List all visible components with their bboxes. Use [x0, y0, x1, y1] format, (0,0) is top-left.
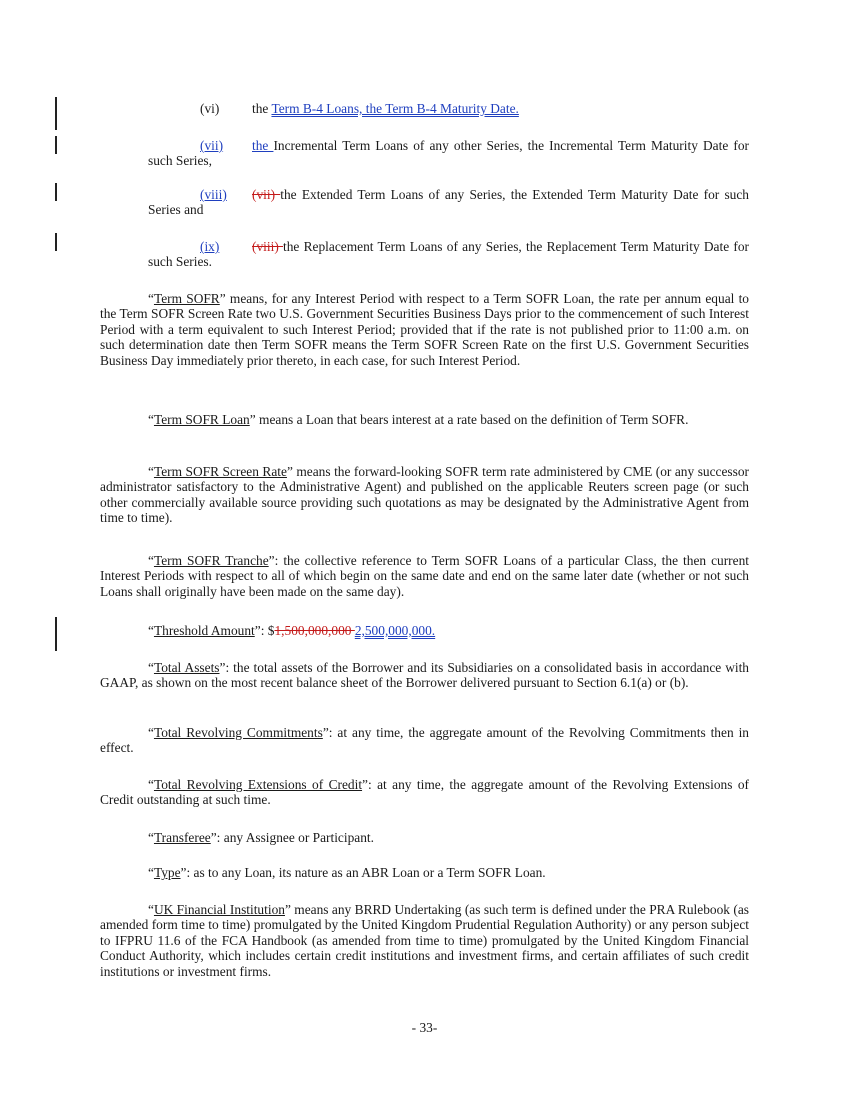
defined-term: Total Assets [153, 660, 220, 675]
definition-body: ” means any BRRD Undertaking (as such term is defined under the PRA Rulebook (as amended form time to time) promulgated by the United Kingdom Prudential Regulation Authority) or any person subject to IFPRU 11.6 of the FCA Handbook (as amended from time to time) promulgated by the United Kingdom Financial Conduct Authority, which includes certain credit institutions and investment firms, and certain affiliates of such credit institutions or investment firms. [100, 902, 749, 979]
definition-body: ” means the forward-looking SOFR term rate administered by CME (or any successor administrator satisfactory to the Administrative Agent) and published on the applicable Reuters screen page (or such other commercially available source providing such quotations as may be designated by the Administrative Agent from time to time). [100, 464, 750, 526]
item-text: the [252, 101, 272, 116]
definition-term-sofr-loan [100, 412, 749, 427]
open-quote: “ [148, 623, 154, 638]
defined-term: Term SOFR Tranche [153, 553, 269, 568]
open-quote: “ [148, 902, 154, 917]
change-bar [55, 233, 57, 251]
defined-term: Total Revolving Extensions of Credit [153, 777, 363, 792]
open-quote: “ [148, 660, 154, 675]
change-bar [55, 97, 57, 130]
defined-term: Transferee [153, 830, 211, 845]
definition-total-assets [100, 660, 749, 691]
defined-term: Total Revolving Commitments [153, 725, 323, 740]
deleted-text: 1,500,000,000 [274, 623, 355, 638]
definition-body: ”: $ [254, 623, 275, 638]
item-text: the Replacement Term Loans of any Series, the Replacement Term Maturity Date for such Series. [148, 239, 750, 270]
inserted-text: Term B-4 Loans, the Term B-4 Maturity Date. [271, 101, 519, 116]
item-number: (vi) [200, 101, 220, 116]
definition-body: ”: at any time, the aggregate amount of the Revolving Commitments then in effect. [100, 725, 749, 756]
definition-term-sofr-screen-rate [100, 464, 749, 526]
item-viii [148, 187, 749, 218]
item-number: (ix) [200, 239, 220, 254]
change-bar [55, 183, 57, 201]
defined-term: Threshold Amount [153, 623, 255, 638]
definition-term-sofr [100, 291, 749, 368]
defined-term: Type [153, 865, 181, 880]
definition-body: ”: any Assignee or Participant. [210, 830, 374, 845]
change-bar [55, 617, 57, 651]
definition-body: ”: the total assets of the Borrower and its Subsidiaries on a consolidated basis in accordance with GAAP, as shown on the most recent balance sheet of the Borrower delivered pursuant to Section 6.1(a) or (b). [100, 660, 750, 691]
deleted-text: (viii) [252, 239, 284, 254]
definition-body: ”: at any time, the aggregate amount of the Revolving Extensions of Credit outstanding at such time. [100, 777, 749, 808]
definition-transferee [100, 830, 749, 845]
page-number: - 33- [411, 1020, 438, 1035]
item-vii [148, 138, 749, 169]
open-quote: “ [148, 725, 154, 740]
defined-term: Term SOFR Loan [153, 412, 250, 427]
defined-term: Term SOFR [153, 291, 220, 306]
item-number: (viii) [200, 187, 227, 202]
definition-body: ”: the collective reference to Term SOFR Loans of a particular Class, the then current Interest Periods with respect to all of which begin on the same date and end on the same later date (whether or not such Loans shall originally have been made on the same day). [100, 553, 749, 599]
open-quote: “ [148, 291, 154, 306]
item-ix [148, 239, 749, 270]
defined-term: Term SOFR Screen Rate [153, 464, 287, 479]
item-vi [148, 101, 749, 116]
definition-body: ” means a Loan that bears interest at a rate based on the definition of Term SOFR. [249, 412, 689, 427]
open-quote: “ [148, 464, 154, 479]
change-bar [55, 136, 57, 154]
definition-total-revolving-commitments [100, 725, 749, 756]
definition-uk-financial-institution [100, 902, 749, 979]
open-quote: “ [148, 412, 154, 427]
definition-threshold-amount [100, 623, 749, 638]
item-text: Incremental Term Loans of any other Series, the Incremental Term Maturity Date for such Series, [148, 138, 749, 169]
definition-body: ”: as to any Loan, its nature as an ABR Loan or a Term SOFR Loan. [180, 865, 546, 880]
item-number: (vii) [200, 138, 224, 153]
inserted-text: 2,500,000,000. [354, 623, 436, 638]
deleted-text: (vii) [252, 187, 281, 202]
defined-term: UK Financial Institution [153, 902, 285, 917]
inserted-text: the [252, 138, 274, 153]
definition-term-sofr-tranche [100, 553, 749, 599]
definition-type [100, 865, 749, 880]
item-text: the Extended Term Loans of any Series, the Extended Term Maturity Date for such Series and [148, 187, 749, 218]
definition-total-revolving-extensions [100, 777, 749, 808]
open-quote: “ [148, 777, 154, 792]
open-quote: “ [148, 830, 154, 845]
definition-body: ” means, for any Interest Period with respect to a Term SOFR Loan, the rate per annum equal to the Term SOFR Screen Rate two U.S. Government Securities Business Days prior to the commencement of such Interest Period with a term equivalent to such Interest Period; provided that if the rate is not published prior to 11:00 a.m. on such determination date then Term SOFR means the Term SOFR Screen Rate on the first U.S. Government Securities Business Day immediately prior thereto, in each case, for such Interest Period. [100, 291, 750, 368]
open-quote: “ [148, 865, 154, 880]
open-quote: “ [148, 553, 154, 568]
